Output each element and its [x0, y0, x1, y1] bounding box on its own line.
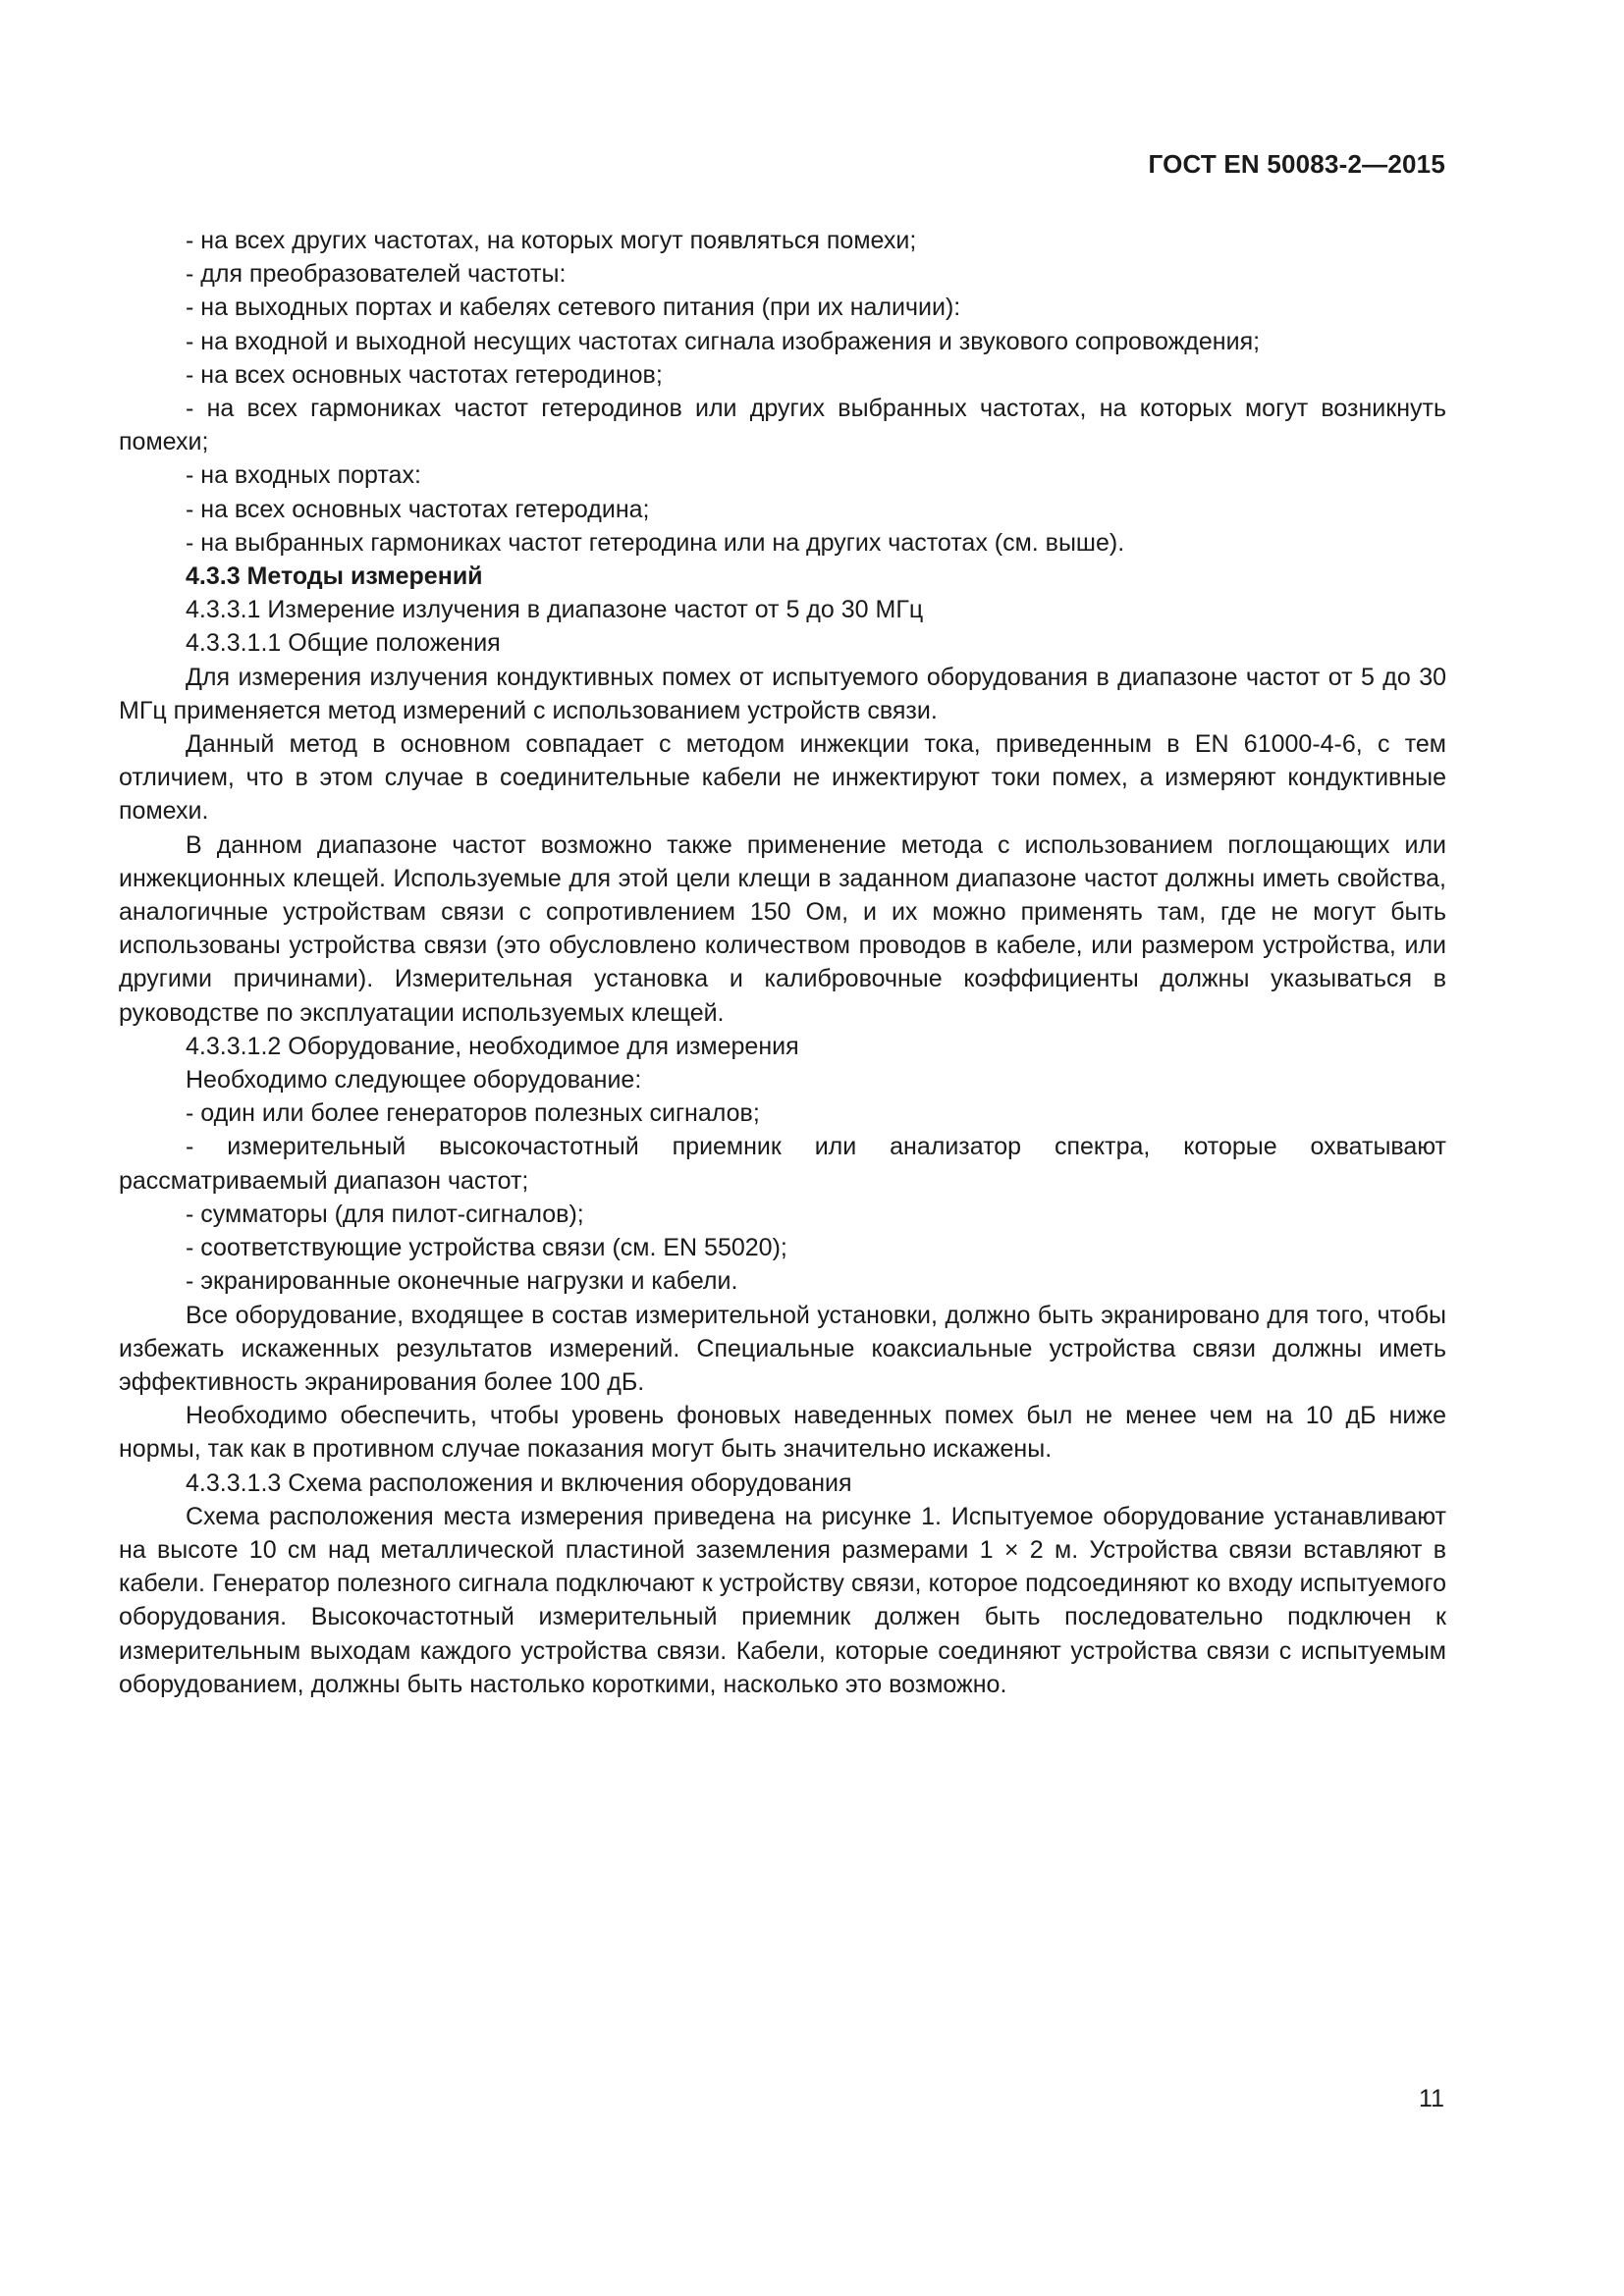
- paragraph: - соответствующие устройства связи (см. EN 55020);: [186, 1234, 787, 1262]
- paragraph: - один или более генераторов полезных сигналов;: [186, 1099, 760, 1128]
- paragraph: - на выбранных гармониках частот гетеродина или на других частотах (см. выше).: [186, 528, 1125, 557]
- paragraph: - для преобразователей частоты:: [186, 260, 567, 289]
- section-heading: 4.3.3 Методы измерений: [186, 562, 483, 591]
- paragraph: Все оборудование, входящее в состав измерительной установки, должно быть экранировано для того, чтобы избежать искаженных результатов измерений. Специальные коаксиальные устройства связи должны иметь эффективность экранирования более 100 дБ.: [119, 1301, 1446, 1396]
- paragraph: Необходимо обеспечить, чтобы уровень фоновых наведенных помех был не менее чем на 10 дБ ниже нормы, так как в противном случае показания могут быть значительно искажены.: [119, 1402, 1446, 1464]
- paragraph: В данном диапазоне частот возможно также применение метода с использованием поглощающих или инжекционных клещей. Используемые для этой цели клещи в заданном диапазоне частот должны иметь свойства, аналогичные устройствам связи с сопротивлением 150 Ом, и их можно применять там, где не могут быть использованы устройства связи (это обусловлено количеством проводов в кабеле, или размером устройства, или другими причинами). Измерительная установка и калибровочные коэффициенты должны указываться в руководстве по эксплуатации используемых клещей.: [119, 830, 1446, 1027]
- paragraph: - измерительный высокочастотный приемник или анализатор спектра, которые охватывают рассматриваемый диапазон частот;: [119, 1133, 1446, 1195]
- document-body: [119, 224, 1446, 1701]
- paragraph: Данный метод в основном совпадает с методом инжекции тока, приведенным в EN 61000-4-6, с тем отличием, что в этом случае в соединительные кабели не инжектируют токи помех, а измеряют кондуктивные помехи.: [119, 730, 1446, 826]
- paragraph: - на всех других частотах, на которых могут появляться помехи;: [186, 227, 917, 254]
- paragraph: 4.3.3.1 Измерение излучения в диапазоне частот от 5 до 30 МГц: [186, 596, 924, 624]
- paragraph: - сумматоры (для пилот-сигналов);: [186, 1200, 584, 1228]
- paragraph: - на входных портах:: [186, 461, 421, 490]
- paragraph: 4.3.3.1.2 Оборудование, необходимое для измерения: [186, 1032, 799, 1060]
- paragraph: Схема расположения места измерения приведена на рисунке 1. Испытуемое оборудование устанавливают на высоте 10 см над металлической пластиной заземления размерами 1 × 2 м. Устройства связи вставляют в кабели. Генератор полезного сигнала подключают к устройству связи, которое подсоединяют ко входу испытуемого оборудования. Высокочастотный измерительный приемник должен быть последовательно подключен к измерительным выходам каждого устройства связи. Кабели, которые соединяют устройства связи с испытуемым оборудованием, должны быть настолько короткими, насколько это возможно.: [119, 1502, 1446, 1698]
- paragraph: - на всех гармониках частот гетеродинов или других выбранных частотах, на которых могут возникнуть помехи;: [119, 395, 1446, 456]
- paragraph: - на входной и выходной несущих частотах сигнала изображения и звукового сопровождения;: [186, 327, 1261, 355]
- paragraph: Необходимо следующее оборудование:: [186, 1066, 642, 1095]
- paragraph: - на выходных портах и кабелях сетевого питания (при их наличии):: [186, 294, 961, 322]
- paragraph: - на всех основных частотах гетеродинов;: [186, 360, 663, 389]
- paragraph: 4.3.3.1.3 Схема расположения и включения оборудования: [186, 1468, 852, 1497]
- page-number: 11: [1419, 2085, 1444, 2112]
- paragraph: Для измерения излучения кондуктивных помех от испытуемого оборудования в диапазоне частот от 5 до 30 МГц применяется метод измерений с использованием устройств связи.: [119, 663, 1446, 724]
- paragraph: - экранированные оконечные нагрузки и кабели.: [186, 1267, 738, 1296]
- paragraph: 4.3.3.1.1 Общие положения: [186, 629, 501, 658]
- document-code-header: ГОСТ EN 50083-2—2015: [1148, 149, 1445, 179]
- paragraph: - на всех основных частотах гетеродина;: [186, 495, 650, 523]
